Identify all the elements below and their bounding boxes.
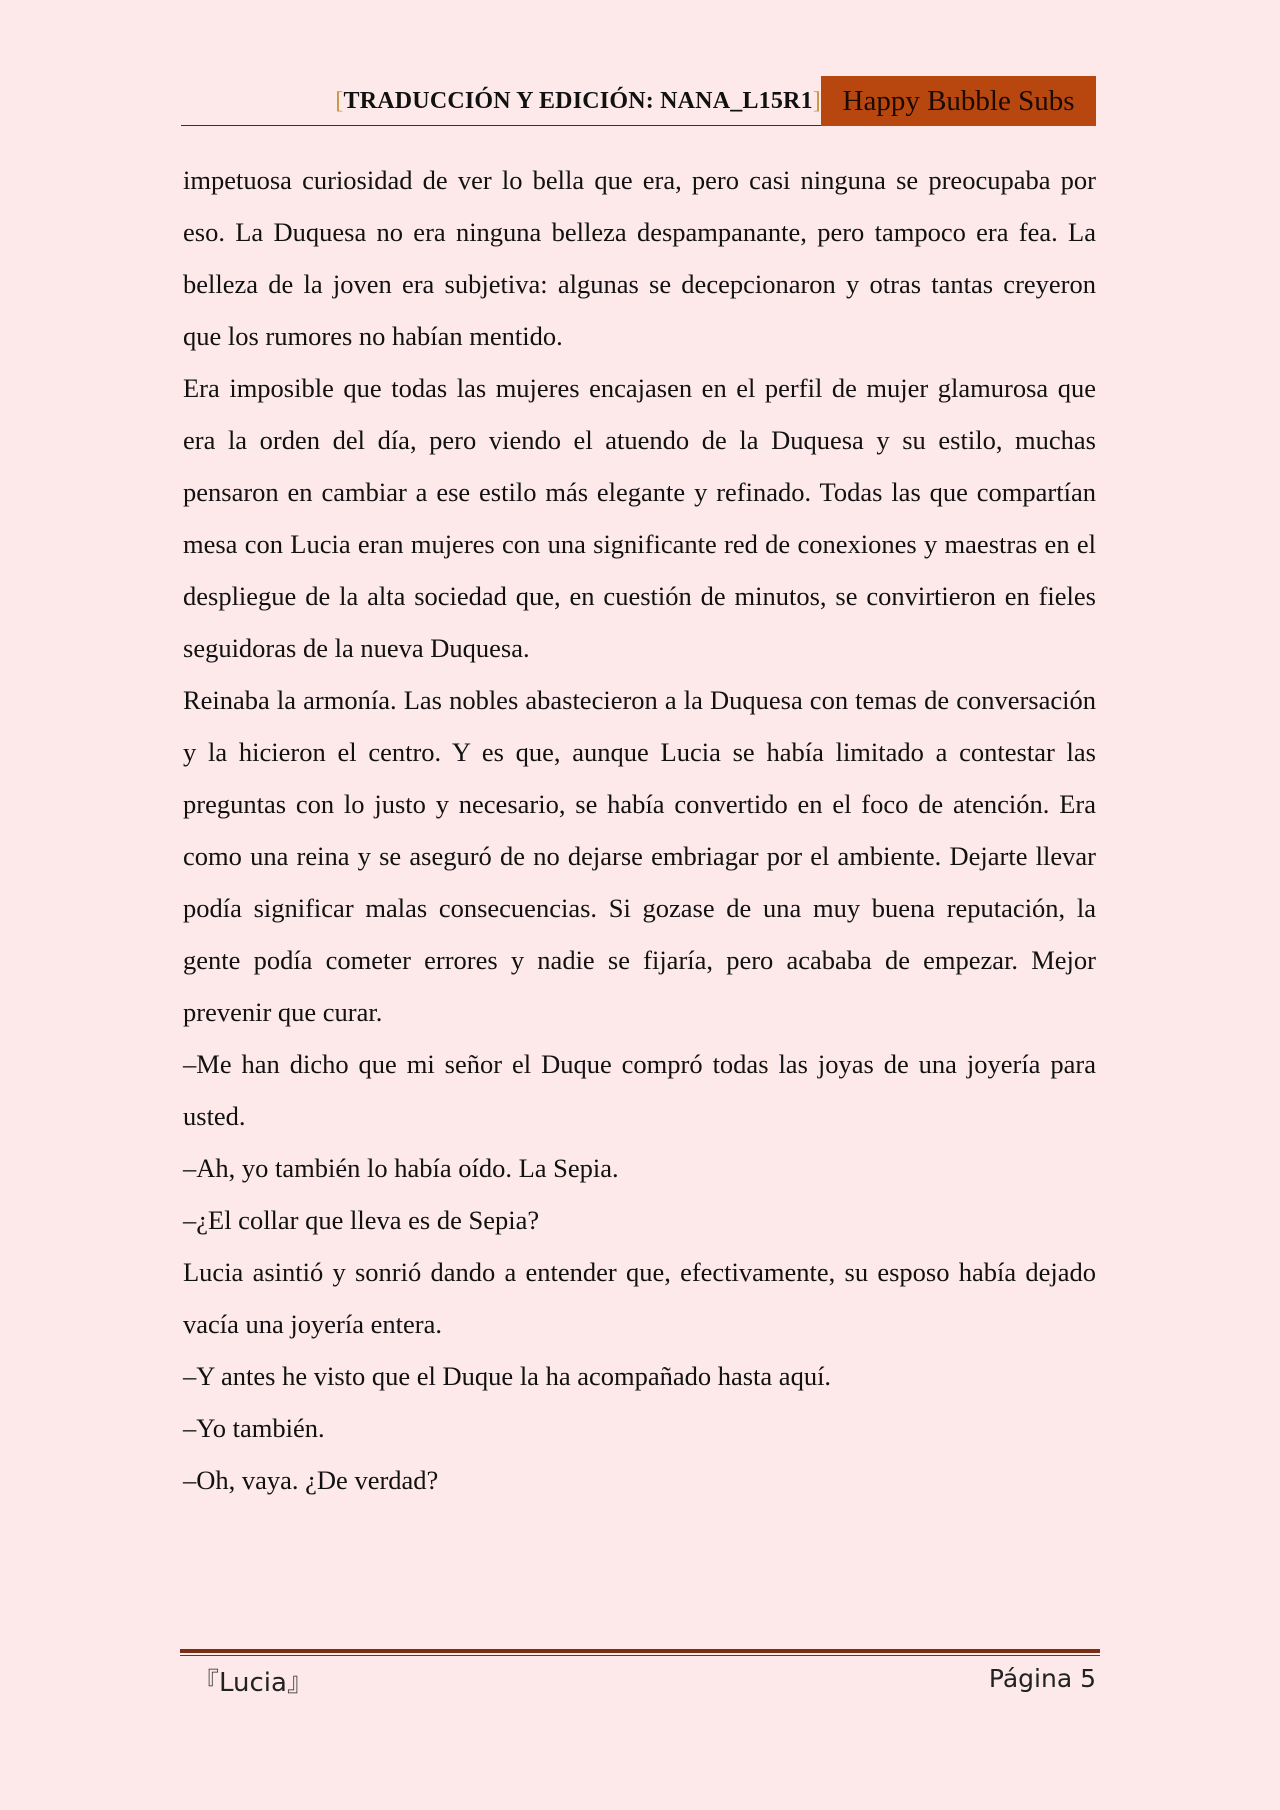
footer-divider-thin xyxy=(180,1655,1100,1656)
paragraph: Era imposible que todas las mujeres encajasen en el perfil de mujer glamurosa que era la orden del día, pero viendo el atuendo de la Duquesa y su estilo, muchas pensaron en cambiar a ese estilo más elegante y refinado. Todas las que compartían mesa con Lucia eran mujeres con una significante red de conexiones y maestras en el despliegue de la alta sociedad que, en cuestión de minutos, se convirtieron en fieles seguidoras de la nueva Duquesa. xyxy=(183,373,1096,663)
dialogue-line: –¿El collar que lleva es de Sepia? xyxy=(183,1205,540,1235)
paragraph: Reinaba la armonía. Las nobles abastecieron a la Duquesa con temas de conversación y la hicieron el centro. Y es que, aunque Lucia se había limitado a contestar las preguntas con lo justo y necesario, se había convertido en el foco de atención. Era como una reina y se aseguró de no dejarse embriagar por el ambiente. Dejarte llevar podía significar malas consecuencias. Si gozase de una muy buena reputación, la gente podía cometer errores y nadie se fijaría, pero acababa de empezar. Mejor prevenir que curar. xyxy=(183,685,1096,1027)
dialogue-line: –Oh, vaya. ¿De verdad? xyxy=(183,1465,439,1495)
page-header xyxy=(181,76,1096,126)
header-bracket-open: [ xyxy=(335,88,344,114)
footer-book-title: 『Lucia』 xyxy=(193,1668,313,1698)
header-divider xyxy=(181,125,821,126)
paragraph: Lucia asintió y sonrió dando a entender que, efectivamente, su esposo había dejado vacía una joyería entera. xyxy=(183,1257,1096,1339)
header-title-text: TRADUCCIÓN Y EDICIÓN: NANA_L15R1 xyxy=(343,88,813,114)
header-bracket-close: ] xyxy=(812,88,821,114)
footer-divider-thick xyxy=(180,1649,1100,1653)
header-badge: Happy Bubble Subs xyxy=(821,76,1096,126)
dialogue-line: –Y antes he visto que el Duque la ha acompañado hasta aquí. xyxy=(183,1361,832,1391)
dialogue-line: –Me han dicho que mi señor el Duque compró todas las joyas de una joyería para usted. xyxy=(183,1049,1096,1131)
header-title xyxy=(335,88,821,115)
dialogue-line: –Yo también. xyxy=(183,1413,325,1443)
paragraph: impetuosa curiosidad de ver lo bella que era, pero casi ninguna se preocupaba por eso. La Duquesa no era ninguna belleza despampanante, pero tampoco era fea. La belleza de la joven era subjetiva: algunas se decepcionaron y otras tantas creyeron que los rumores no habían mentido. xyxy=(183,165,1096,351)
footer-page-number: Página 5 xyxy=(988,1664,1096,1693)
dialogue-line: –Ah, yo también lo había oído. La Sepia. xyxy=(183,1153,619,1183)
document-body xyxy=(183,154,1096,1506)
